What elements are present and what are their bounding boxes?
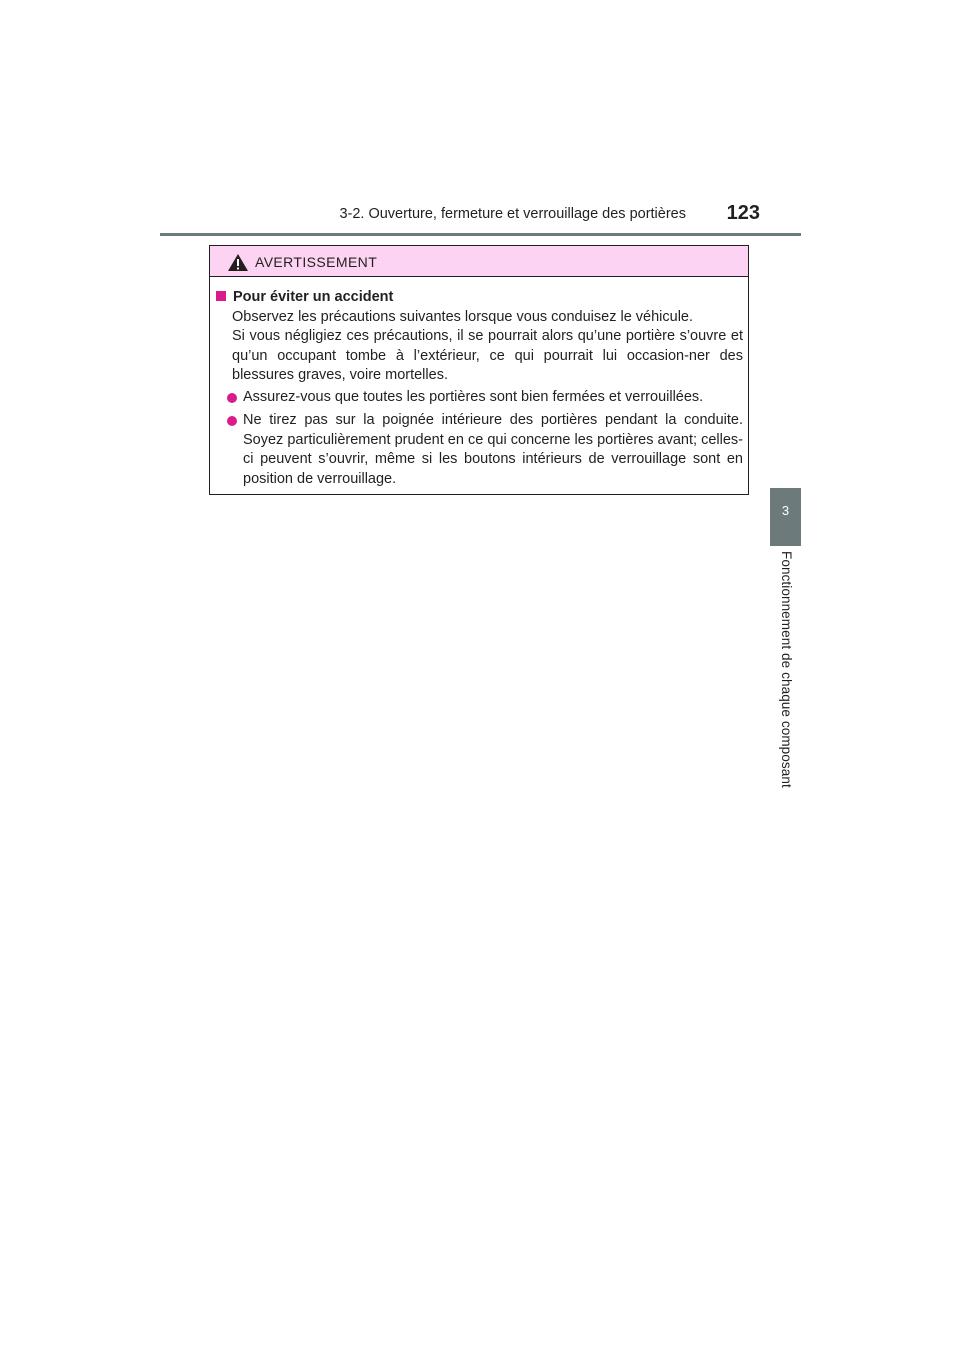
section-title: 3-2. Ouverture, fermeture et verrouillage des portières (339, 206, 686, 222)
warning-triangle-icon (227, 253, 249, 272)
bullet-dot-icon (227, 416, 237, 426)
warning-title: AVERTISSEMENT (255, 254, 378, 270)
warning-box (209, 245, 749, 495)
warning-intro: Observez les précautions suivantes lorsque vous conduisez le véhicule. (232, 309, 694, 325)
chapter-tab: 3 (770, 488, 801, 546)
bullet-dot-icon (227, 393, 237, 403)
page-number: 123 (726, 202, 760, 224)
chapter-label-container (778, 551, 794, 811)
warning-bullet-2: Ne tirez pas sur la poignée intérieure des portières pendant la conduite. Soyez particulièrement prudent en ce qui concerne les portières avant; celles-ci peuvent s’ouvrir, même si les boutons intérieurs de verrouillage sont en position de verrouillage. (243, 412, 743, 487)
chapter-label: Fonctionnement de chaque composant (779, 551, 794, 788)
warning-heading (216, 288, 393, 308)
warning-intro-2: Si vous négligiez ces précautions, il se pourrait alors qu’une portière s’ouvre et qu’un occupant tombe à l’extérieur, ce qui pourrait lui occasion-ner des blessures graves, voire mortelles. (232, 328, 743, 383)
warning-bullet-1: Assurez-vous que toutes les portières sont bien fermées et verrouillées. (243, 389, 704, 405)
square-bullet-icon (216, 291, 226, 301)
header-rule (160, 233, 801, 236)
warning-header (210, 246, 748, 277)
warning-heading-text: Pour éviter un accident (233, 289, 394, 305)
